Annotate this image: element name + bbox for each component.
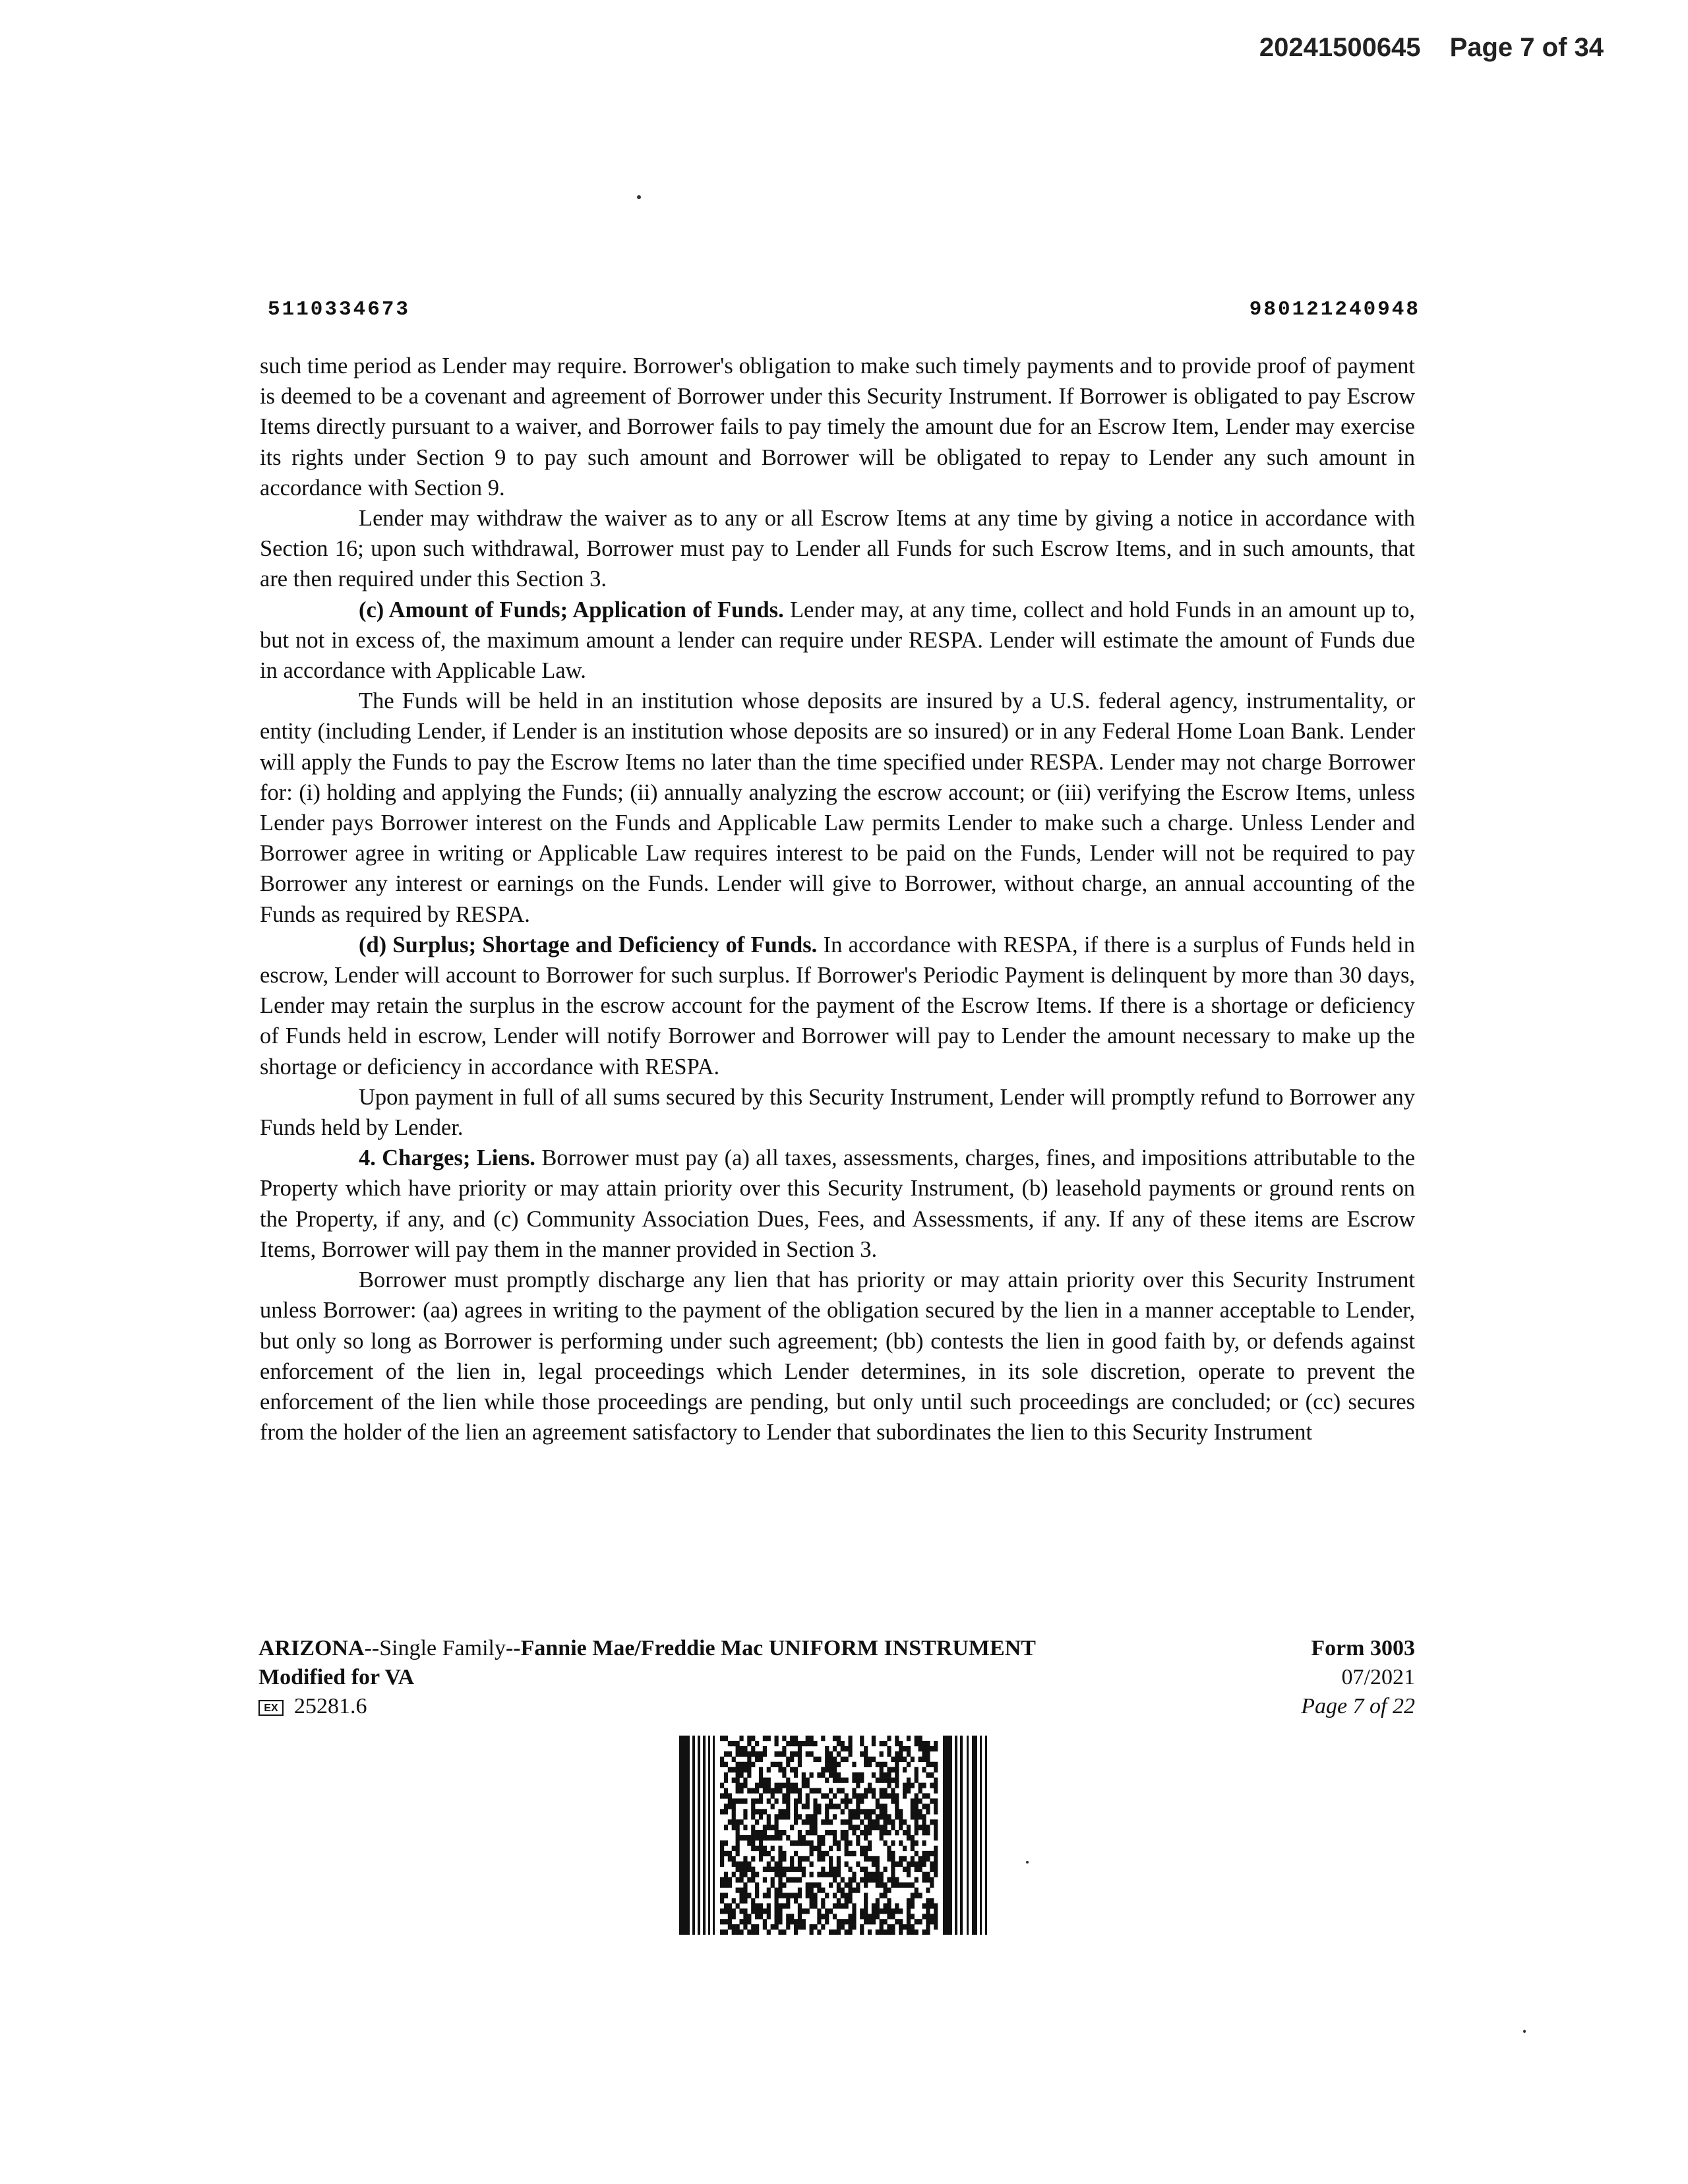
paragraph-text: In accordance with RESPA, if there is a surplus of Funds held in escrow, Lender will account to Borrower for such surplus. If Borrower's Periodic Payment is delinquent by more than 30 days, Lender may retain the surplus in the escrow account for the payment of the Escrow Items. If there is a shortage or deficiency of Funds held in escrow, Lender will notify Borrower and Borrower will pay to Lender the amount necessary to make up the shortage or deficiency in accordance with RESPA. bbox=[260, 932, 1415, 1079]
footer-form: Form 3003 bbox=[1311, 1636, 1415, 1660]
recording-header bbox=[1259, 33, 1604, 63]
footer-state: ARIZONA bbox=[258, 1636, 365, 1660]
paragraph-text: Borrower must pay (a) all taxes, assessments, charges, fines, and impositions attributable to the Property which have priority or may attain priority over this Security Instrument, (b) leasehold payments or ground rents on the Property, if any, and (c) Community Association Dues, Fees, and Assessments, if any. If any of these items are Escrow Items, Borrower will pay them in the manner provided in Section 3. bbox=[260, 1145, 1416, 1262]
paragraph bbox=[260, 1265, 1415, 1447]
footer-date: 07/2021 bbox=[1341, 1665, 1415, 1689]
footer-instrument: Fannie Mae/Freddie Mac UNIFORM INSTRUMENT bbox=[520, 1636, 1036, 1660]
paragraph-text: Borrower must promptly discharge any lien that has priority or may attain priority over this Security Instrument unless Borrower: (aa) agrees in writing to the payment of the obligation secured by the lien in a manner acceptable to Lender, but only so long as Borrower is performing under such agreement; (bb) contests the lien in good faith by, or defends against enforcement of the lien in, legal proceedings which Lender determines, in its sole discretion, operate to prevent the enforcement of the lien while those proceedings are pending, but only until such proceedings are concluded; or (cc) secures from the holder of the lien an agreement satisfactory to Lender that subordinates the lien to this Security Instrument bbox=[260, 1267, 1415, 1445]
footer-page: Page 7 of 22 bbox=[1301, 1694, 1415, 1718]
footer-code: 25281.6 bbox=[294, 1694, 367, 1718]
scan-speck bbox=[637, 195, 641, 199]
footer-right bbox=[1301, 1634, 1415, 1721]
paragraph-heading: 4. Charges; Liens. bbox=[359, 1145, 535, 1171]
paragraph bbox=[260, 351, 1415, 503]
document-body bbox=[260, 351, 1415, 1447]
paragraph-text: such time period as Lender may require. Borrower's obligation to make such timely payments and to provide proof of payment is deemed to be a covenant and agreement of Borrower under this Security Instrument. If Borrower is obligated to pay Escrow Items directly pursuant to a waiver, and Borrower fails to pay timely the amount due for an Escrow Item, Lender may exercise its rights under Section 9 to pay such amount and Borrower will be obligated to repay to Lender any such amount in accordance with Section 9. bbox=[260, 353, 1415, 501]
paragraph-text: Lender may, at any time, collect and hold Funds in an amount up to, but not in excess of, the maximum amount a lender can require under RESPA. Lender will estimate the amount of Funds due in accordance with Applicable Law. bbox=[260, 597, 1416, 684]
paragraph bbox=[260, 595, 1415, 686]
pdf417-barcode-icon bbox=[679, 1736, 989, 1935]
ex-logo-icon: EX bbox=[258, 1700, 284, 1716]
min-number: 980121240948 bbox=[1249, 298, 1420, 321]
footer-family: Single Family bbox=[379, 1636, 506, 1660]
paragraph bbox=[260, 503, 1415, 595]
loan-ids bbox=[268, 298, 1420, 321]
paragraph-text: The Funds will be held in an institution whose deposits are insured by a U.S. federal agency, instrumentality, or entity (including Lender, if Lender is an institution whose deposits are so insured) or in any Federal Home Loan Bank. Lender will apply the Funds to pay the Escrow Items no later than the time specified under RESPA. Lender may not charge Borrower for: (i) holding and applying the Funds; (ii) annually analyzing the escrow account; or (iii) verifying the Escrow Items, unless Lender pays Borrower interest on the Funds and Applicable Law permits Lender to make such a charge. Unless Lender and Borrower agree in writing or Applicable Law requires interest to be paid on the Funds, Lender will not be required to pay Borrower any interest or earnings on the Funds. Lender will give to Borrower, without charge, an annual accounting of the Funds as required by RESPA. bbox=[260, 688, 1415, 927]
paragraph-text: Upon payment in full of all sums secured by this Security Instrument, Lender will promptly refund to Borrower any Funds held by Lender. bbox=[260, 1084, 1415, 1141]
paragraph bbox=[260, 686, 1415, 930]
paragraph bbox=[260, 930, 1415, 1082]
paragraph bbox=[260, 1082, 1415, 1143]
footer-sep-1: -- bbox=[364, 1636, 380, 1660]
footer-instrument-line bbox=[258, 1634, 1036, 1663]
paragraph-heading: (c) Amount of Funds; Application of Funds. bbox=[359, 597, 784, 622]
footer-left bbox=[258, 1634, 1036, 1721]
footer-modified: Modified for VA bbox=[258, 1665, 415, 1689]
paragraph bbox=[260, 1143, 1415, 1265]
loan-number: 5110334673 bbox=[268, 298, 411, 321]
scan-speck bbox=[1523, 2030, 1526, 2033]
footer-modified-line bbox=[258, 1663, 1036, 1692]
paragraph-text: Lender may withdraw the waiver as to any or all Escrow Items at any time by giving a notice in accordance with Section 16; upon such withdrawal, Borrower must pay to Lender all Funds for such Escrow Items, and in such amounts, that are then required under this Section 3. bbox=[260, 506, 1415, 592]
paragraph-heading: (d) Surplus; Shortage and Deficiency of Funds. bbox=[359, 932, 818, 957]
recording-page: Page 7 of 34 bbox=[1449, 33, 1604, 62]
recording-number: 20241500645 bbox=[1259, 33, 1421, 62]
footer-sep-2: -- bbox=[505, 1636, 521, 1660]
footer-code-line bbox=[258, 1692, 1036, 1721]
scan-speck bbox=[1026, 1861, 1029, 1864]
